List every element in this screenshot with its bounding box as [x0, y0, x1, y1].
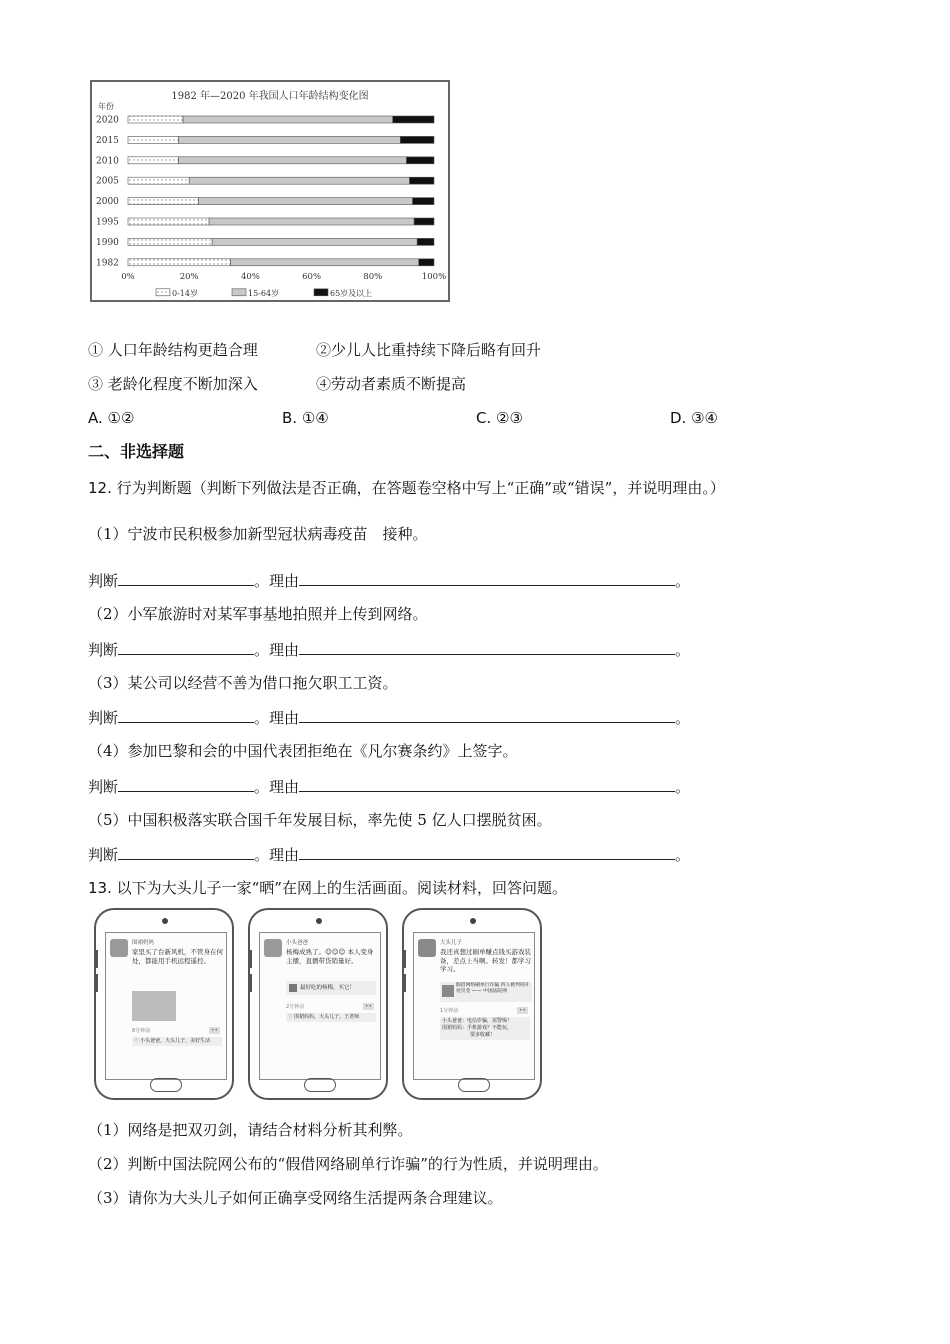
q13-sub-3: （3）请你为大头儿子如何正确享受网络生活提两条合理建议。 — [88, 1189, 503, 1207]
bar-segment — [419, 259, 434, 266]
bar-segment — [198, 198, 412, 205]
likes-bar: ♡ 围裙妈妈，大头儿子，王老师 — [286, 1013, 376, 1022]
bar-segment — [128, 238, 212, 245]
comment: 围裙妈妈：手机游戏？不能玩， — [442, 1025, 513, 1031]
q12-stem: 12. 行为判断题（判断下列做法是否正确，在答题卷空格中写上“正确”或“错误”，并说明理由。） — [88, 479, 725, 497]
username: 大头儿子 — [440, 940, 463, 946]
username: 围裙妈妈 — [132, 940, 155, 946]
q11-choice-a[interactable]: A. ①② — [88, 409, 135, 427]
bar-segment — [231, 259, 419, 266]
phone-frame — [402, 908, 542, 1100]
category-label: 2010 — [96, 156, 119, 167]
link-thumbnail-icon — [289, 984, 297, 992]
bar-segment — [189, 177, 409, 184]
bar-segment — [406, 157, 434, 164]
legend-label: 0-14岁 — [172, 288, 198, 298]
bar-segment — [209, 218, 414, 225]
q13-sub-1: （1）网络是把双刃剑，请结合材料分析其利弊。 — [88, 1121, 413, 1139]
post-time: 1分钟前 — [440, 1008, 459, 1014]
more-icon[interactable]: •• — [210, 1027, 218, 1034]
legend-swatch — [314, 289, 328, 296]
post-text: 杨梅成熟了。☺☺☺ 本人变身主播，直播带货销量好。 — [286, 948, 374, 965]
y-axis-label: 年份 — [98, 102, 114, 111]
category-label: 1982 — [96, 258, 119, 269]
phone-mom — [92, 908, 238, 1102]
judge-blank-3[interactable] — [118, 707, 254, 723]
bar-segment — [400, 136, 434, 143]
q11-option-2: ②少儿人比重持续下降后略有回升 — [316, 341, 542, 359]
phone-dad — [246, 908, 392, 1102]
q12-item-5: （5）中国积极落实联合国千年发展目标，率先使 5 亿人口摆脱贫困。 — [88, 811, 552, 829]
bar-segment — [178, 136, 400, 143]
post-text: 我还真想过刷单赚点钱买游戏装备，差点上当啊。转发！都学习学习。 — [440, 948, 531, 973]
bar-segment — [414, 218, 434, 225]
legend-swatch — [232, 289, 246, 296]
q13-sub-2: （2）判断中国法院网公布的“假借网络刷单行诈骗”的行为性质，并说明理由。 — [88, 1155, 608, 1173]
comment: 小头爸爸：电信诈骗，需警惕！ — [442, 1018, 513, 1024]
judge-blank-4[interactable] — [118, 776, 254, 792]
legend-label: 15-64岁 — [248, 288, 280, 298]
x-tick-label: 0% — [121, 271, 135, 282]
phone-son — [400, 908, 546, 1102]
phone-frame — [248, 908, 388, 1100]
reason-blank-3[interactable] — [299, 707, 675, 723]
chart-title: 1982 年—2020 年我国人口年龄结构变化图 — [171, 91, 369, 102]
bar-segment — [128, 177, 189, 184]
bar-segment — [128, 116, 183, 123]
legend-label: 65岁及以上 — [330, 288, 373, 298]
q12-item-1: （1）宁波市民积极参加新型冠状病毒疫苗 接种。 — [88, 525, 428, 543]
shared-link[interactable]: 假借网络刷单行诈骗 四人被判刑开处罚金 —— 中国法院网 — [440, 982, 532, 1002]
bar-segment — [178, 157, 406, 164]
bar-segment — [128, 218, 209, 225]
q11-option-1: ① 人口年龄结构更趋合理 — [88, 341, 258, 359]
q12-answer-4: 判断 。理由 。 — [88, 778, 691, 796]
reason-blank-4[interactable] — [299, 776, 675, 792]
link-thumbnail-icon — [442, 985, 454, 997]
username: 小头爸爸 — [286, 940, 309, 946]
phone-screen — [259, 932, 381, 1080]
q11-option-3: ③ 老龄化程度不断加深入 — [88, 375, 258, 393]
q12-item-2: （2）小军旅游时对某军事基地拍照并上传到网络。 — [88, 605, 428, 623]
phone-screen — [413, 932, 535, 1080]
likes-bar: ♡ 小头爸爸，大头儿子，美好生活 — [132, 1037, 222, 1046]
q12-answer-3: 判断 。理由 。 — [88, 709, 691, 727]
category-label: 2015 — [96, 135, 119, 146]
bar-segment — [417, 238, 434, 245]
bar-segment — [128, 157, 178, 164]
x-tick-label: 40% — [240, 271, 260, 282]
bar-segment — [212, 238, 417, 245]
x-tick-label: 80% — [363, 271, 383, 282]
reason-blank-5[interactable] — [299, 844, 675, 860]
shared-link[interactable]: 最好吃的杨梅，买它！ — [286, 981, 376, 995]
more-icon[interactable]: •• — [518, 1007, 526, 1014]
reason-blank-1[interactable] — [299, 570, 675, 586]
home-button[interactable] — [304, 1078, 336, 1092]
q11-choice-b[interactable]: B. ①④ — [282, 409, 329, 427]
bar-segment — [128, 136, 178, 143]
avatar — [418, 939, 436, 957]
section-title: 二、非选择题 — [88, 442, 185, 461]
q11-choice-d[interactable]: D. ③④ — [670, 409, 718, 427]
x-tick-label: 60% — [302, 271, 322, 282]
category-label: 2020 — [96, 115, 119, 126]
home-button[interactable] — [458, 1078, 490, 1092]
category-label: 2005 — [96, 176, 119, 187]
bar-segment — [410, 177, 434, 184]
x-tick-label: 20% — [179, 271, 199, 282]
q11-option-4: ④劳动者素质不断提高 — [316, 375, 467, 393]
q12-answer-2: 判断 。理由 。 — [88, 641, 691, 659]
comment: 要多收藏！ — [470, 1032, 496, 1038]
x-tick-label: 100% — [421, 271, 447, 282]
q12-answer-1: 判断 。理由 。 — [88, 572, 691, 590]
bar-segment — [393, 116, 434, 123]
q12-item-3: （3）某公司以经营不善为借口拖欠职工工资。 — [88, 674, 398, 692]
camera-icon — [470, 918, 476, 924]
q12-answer-5: 判断 。理由 。 — [88, 846, 691, 864]
home-button[interactable] — [150, 1078, 182, 1092]
more-icon[interactable]: •• — [364, 1003, 372, 1010]
judge-blank-2[interactable] — [118, 639, 254, 655]
category-label: 2000 — [96, 197, 119, 208]
q13-stem: 13. 以下为大头儿子一家“晒”在网上的生活画面。阅读材料，回答问题。 — [88, 879, 567, 897]
category-label: 1990 — [96, 237, 119, 248]
avatar — [110, 939, 128, 957]
bar-segment — [183, 116, 393, 123]
post-text: 家里买了台新风机，不管身在何处，都能用手机远程遥控。 — [132, 948, 223, 965]
phone-frame — [94, 908, 234, 1100]
category-label: 1995 — [96, 217, 119, 228]
bar-segment — [413, 198, 434, 205]
camera-icon — [316, 918, 322, 924]
chart-svg — [92, 82, 448, 300]
reason-blank-2[interactable] — [299, 639, 675, 655]
q11-choice-c[interactable]: C. ②③ — [476, 409, 523, 427]
bar-segment — [128, 198, 198, 205]
judge-blank-5[interactable] — [118, 844, 254, 860]
avatar — [264, 939, 282, 957]
post-photo — [132, 991, 176, 1021]
bar-segment — [128, 259, 231, 266]
post-time: 8分钟前 — [132, 1028, 151, 1034]
q12-item-4: （4）参加巴黎和会的中国代表团拒绝在《凡尔赛条约》上签字。 — [88, 742, 518, 760]
post-time: 2分钟前 — [286, 1004, 305, 1010]
phone-screen — [105, 932, 227, 1080]
population-age-structure-chart — [90, 80, 450, 302]
comments-box — [440, 1017, 530, 1040]
judge-blank-1[interactable] — [118, 570, 254, 586]
camera-icon — [162, 918, 168, 924]
legend-swatch — [156, 289, 170, 296]
